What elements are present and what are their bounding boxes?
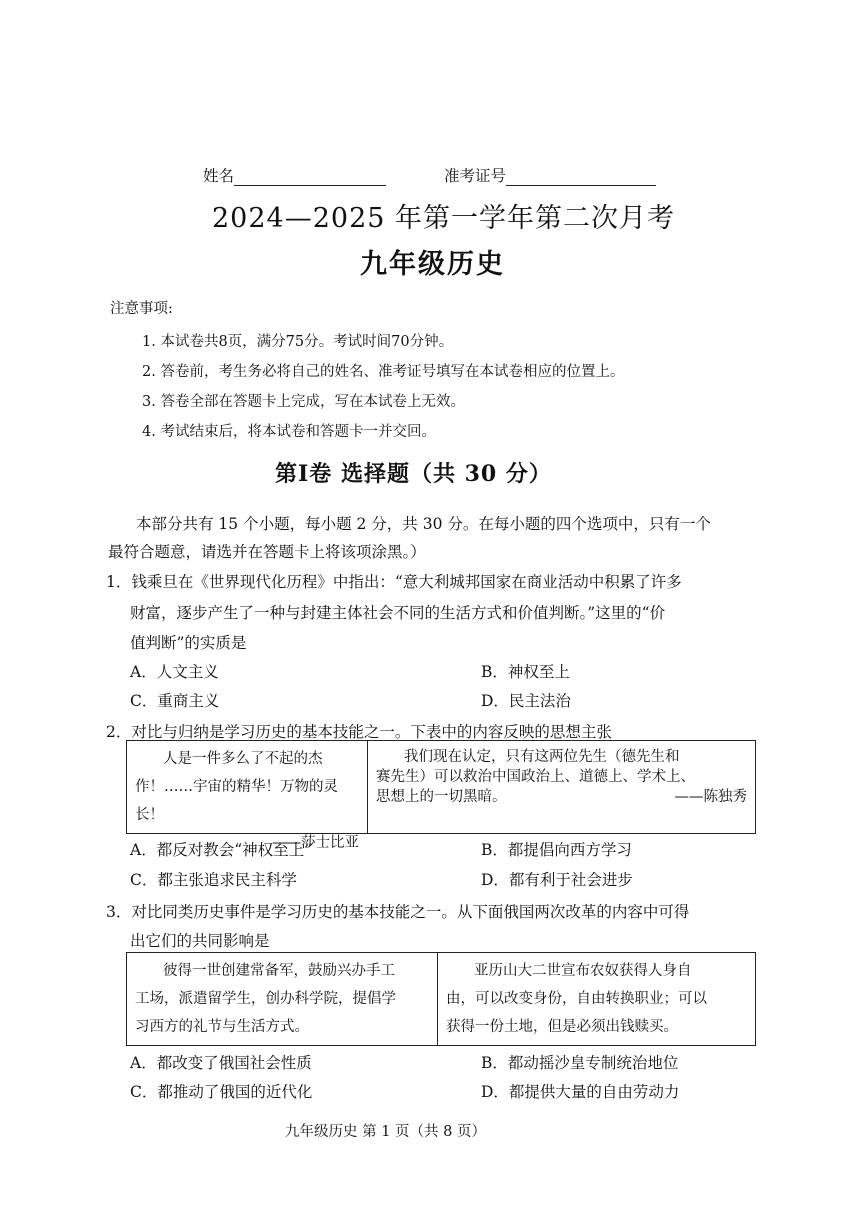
question-1-line: 值判断”的实质是 [130,634,247,652]
exam-title: 2024—2025 年第一学年第二次月考 [212,203,676,234]
section-title: 第Ⅰ卷 选择题（共 30 分） [275,461,552,487]
quote-text: 工场，派遣留学生，创办科学院，提倡学 [135,991,396,1007]
quote-source: ——陈独秀 [674,789,747,805]
question-3-option-b[interactable]: B．都动摇沙皇专制统治地位 [481,1054,679,1072]
question-3-line: 出它们的共同影响是 [130,932,270,950]
quote-text: 我们现在认定，只有这两位先生（德先生和 [404,749,680,765]
quote-text: 彼得一世创建常备军，鼓励兴办手工 [163,963,395,979]
question-2-option-a[interactable]: A．都反对教会“神权至上” [130,841,313,859]
notice-heading: 注意事项: [110,301,173,317]
quote-source: ——莎士比亚 [272,835,359,851]
quote-text: 获得一份土地，但是必须出钱赎买。 [446,1019,678,1035]
question-2-line: 2．对比与归纳是学习历史的基本技能之一。下表中的内容反映的思想主张 [106,723,612,741]
notice-item: 2. 答卷前，考生务必将自己的姓名、准考证号填写在本试卷相应的位置上。 [142,364,625,380]
quote-text: 作！……宇宙的精华！万物的灵长！ [135,779,338,823]
question-3-option-d[interactable]: D．都提供大量的自由劳动力 [481,1083,680,1101]
quote-text: 思想上的一切黑暗。 [376,789,507,805]
exam-id-field [444,164,656,186]
quote-text: 赛先生）可以救治中国政治上、道德上、学术上、 [376,769,695,785]
quote-cell-right [367,741,755,833]
page-footer: 九年级历史 第 1 页（共 8 页） [285,1124,486,1140]
exam-id-label: 准考证号 [444,167,507,185]
notice-item: 4. 考试结束后，将本试卷和答题卡一并交回。 [142,424,436,440]
quote-text: 人是一件多么了不起的杰 [163,751,323,767]
question-1-option-b[interactable]: B．神权至上 [481,663,570,681]
quote-text: 亚历山大二世宣布农奴获得人身自 [474,963,692,979]
notice-item: 3. 答卷全部在答题卡上完成，写在本试卷上无效。 [142,394,465,410]
quote-cell-right [437,953,755,1045]
exam-id-blank [506,167,656,186]
question-3-line: 3．对比同类历史事件是学习历史的基本技能之一。从下面俄国两次改革的内容中可得 [106,903,690,921]
question-2-option-b[interactable]: B．都提倡向西方学习 [481,841,632,859]
section-intro-line: 最符合题意，请选并在答题卡上将该项涂黑。） [108,543,426,561]
question-3-option-a[interactable]: A．都改变了俄国社会性质 [130,1054,312,1072]
question-1-option-c[interactable]: C．重商主义 [130,692,220,710]
question-1-line: 财富，逐步产生了一种与封建主体社会不同的生活方式和价值判断。”这里的“价 [130,604,666,622]
quote-cell-left [127,953,437,1045]
quote-text: 由，可以改变身份，自由转换职业；可以 [446,991,707,1007]
question-2-option-c[interactable]: C．都主张追求民主科学 [130,871,297,889]
question-1-option-d[interactable]: D．民主法治 [481,692,571,710]
notice-item: 1. 本试卷共8页，满分75分。考试时间70分钟。 [142,334,454,350]
question-3-option-c[interactable]: C．都推动了俄国的近代化 [130,1083,313,1101]
question-2-option-d[interactable]: D．都有利于社会进步 [481,871,633,889]
exam-subtitle: 九年级历史 [360,249,505,280]
name-field [203,164,386,186]
question-1-option-a[interactable]: A．人文主义 [130,663,219,681]
name-label: 姓名 [203,167,235,185]
question-1-line: 1．钱乘旦在《世界现代化历程》中指出：“意大利城邦国家在商业活动中积累了许多 [106,573,682,591]
question-3-quote-table [126,952,756,1046]
name-blank [234,167,386,186]
quote-text: 习西方的礼节与生活方式。 [135,1019,309,1035]
section-intro-line: 本部分共有 15 个小题，每小题 2 分，共 30 分。在每小题的四个选项中，只有一个 [136,515,711,533]
